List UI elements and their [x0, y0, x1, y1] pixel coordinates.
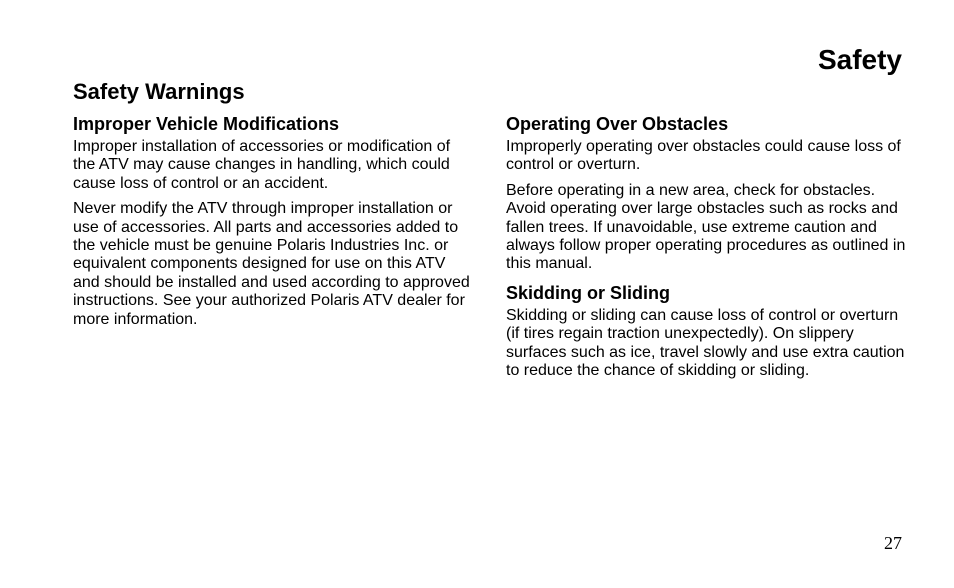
right-column [506, 112, 906, 380]
subheading-improper-modifications: Improper Vehicle Modifications [73, 114, 340, 134]
section-title: Safety Warnings [73, 79, 245, 104]
subheading-operating-over-obstacles: Operating Over Obstacles [506, 114, 729, 134]
page-number: 27 [884, 533, 902, 553]
paragraph: Never modify the ATV through improper installation or use of accessories. All parts and accessories added to the vehicle must be genuine Polaris Industries Inc. or equivalent components designed for use on this ATV and should be installed and used according to approved instructions. See your authorized Polaris ATV dealer for more information. [73, 200, 470, 328]
subheading-skidding-or-sliding: Skidding or Sliding [506, 282, 670, 303]
paragraph: Before operating in a new area, check for obstacles. Avoid operating over large obstacles such as rocks and fallen trees. If unavoidable, use extreme caution and always follow proper operating procedures as outlined in this manual. [506, 181, 906, 273]
paragraph: Improperly operating over obstacles could cause loss of control or overturn. [506, 138, 901, 174]
paragraph: Improper installation of accessories or modification of the ATV may cause changes in handling, which could cause loss of control or an accident. [73, 138, 451, 192]
paragraph: Skidding or sliding can cause loss of control or overturn (if tires regain traction unexpectedly). On slippery surfaces such as ice, travel slowly and use extra caution to reduce the chance of skidding or sliding. [506, 306, 905, 380]
left-column [73, 112, 473, 329]
chapter-header: Safety [817, 44, 902, 75]
